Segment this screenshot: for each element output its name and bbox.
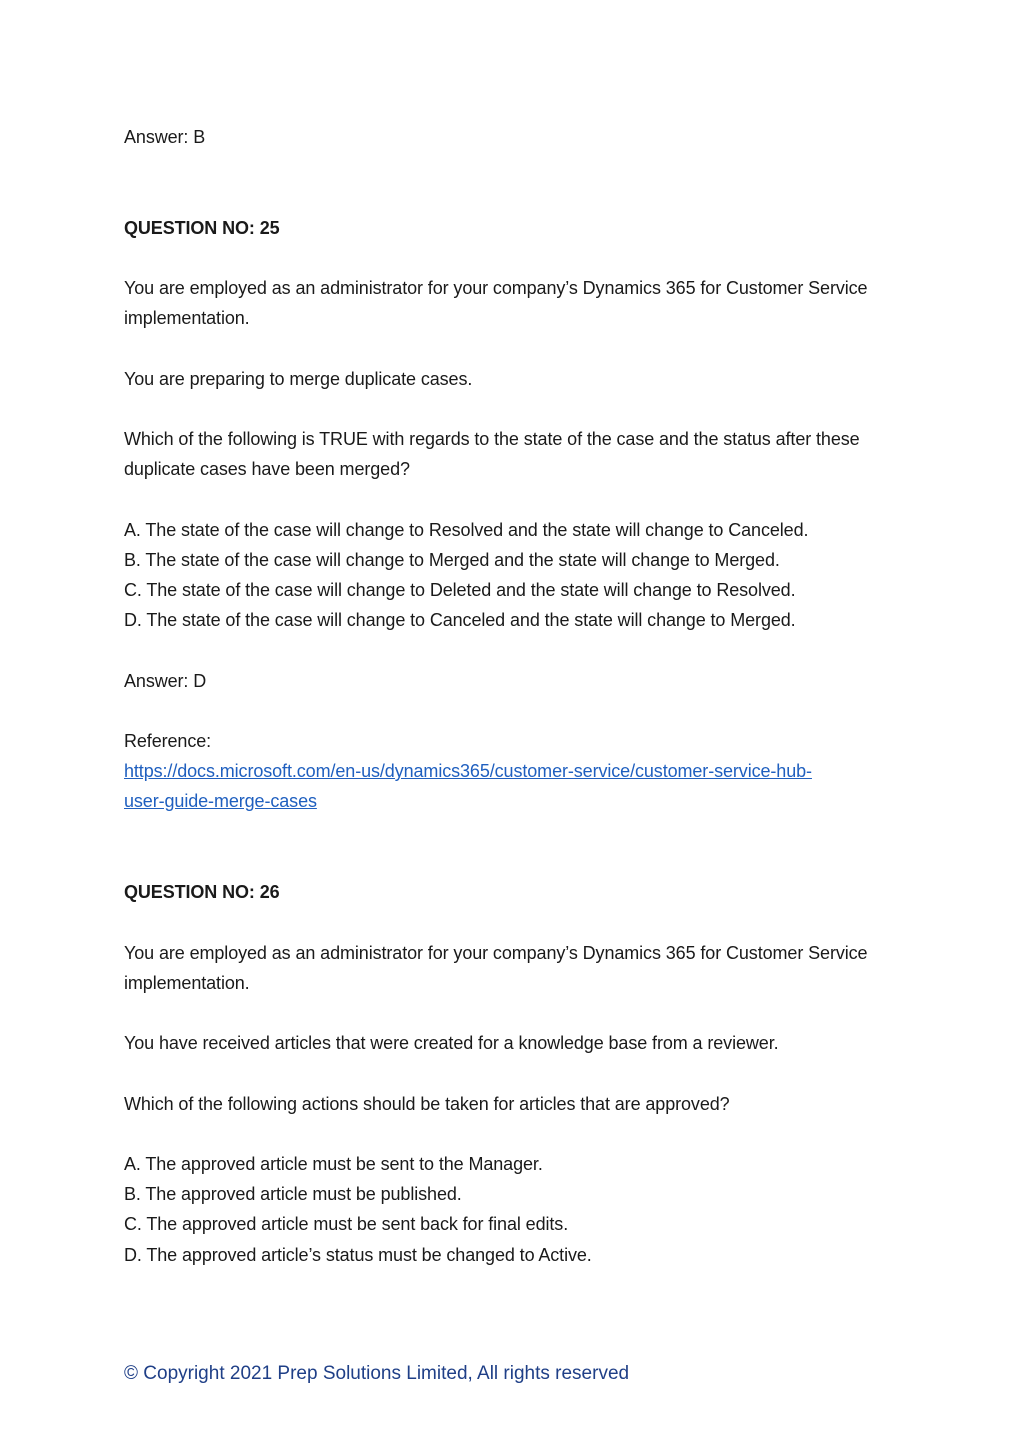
question-25-option-d: D. The state of the case will change to Canceled and the state will change to Merged. — [124, 610, 796, 630]
question-25-prompt-line-1: Which of the following is TRUE with regards to the state of the case and the status after these — [124, 429, 860, 449]
reference-link-line-1[interactable]: https://docs.microsoft.com/en-us/dynamics365/customer-service/customer-service-hub- — [124, 761, 812, 781]
question-25-intro-line-1: You are employed as an administrator for your company’s Dynamics 365 for Customer Service — [124, 278, 868, 298]
question-26-intro-line-2: implementation. — [124, 973, 250, 993]
copyright-footer: © Copyright 2021 Prep Solutions Limited, All rights reserved — [124, 1363, 630, 1384]
question-25-heading: QUESTION NO: 25 — [124, 218, 280, 238]
question-26-option-d: D. The approved article’s status must be changed to Active. — [124, 1245, 592, 1265]
question-25-option-a: A. The state of the case will change to Resolved and the state will change to Canceled. — [124, 520, 809, 540]
previous-answer: Answer: B — [124, 127, 206, 147]
reference-link-line-2[interactable]: user-guide-merge-cases — [124, 791, 317, 811]
question-25-option-c: C. The state of the case will change to Deleted and the state will change to Resolved. — [124, 580, 796, 600]
question-25-answer: Answer: D — [124, 671, 207, 691]
question-26-prompt: Which of the following actions should be taken for articles that are approved? — [124, 1094, 730, 1114]
question-26-option-c: C. The approved article must be sent back for final edits. — [124, 1214, 569, 1234]
question-25-intro-line-2: implementation. — [124, 308, 250, 328]
question-26-option-b: B. The approved article must be published. — [124, 1184, 462, 1204]
question-26-option-a: A. The approved article must be sent to the Manager. — [124, 1154, 543, 1174]
question-25-option-b: B. The state of the case will change to Merged and the state will change to Merged. — [124, 550, 780, 570]
question-25-reference-label: Reference: — [124, 731, 212, 751]
question-26-intro-line-1: You are employed as an administrator for your company’s Dynamics 365 for Customer Service — [124, 943, 868, 963]
question-26-context: You have received articles that were created for a knowledge base from a reviewer. — [124, 1033, 779, 1053]
question-25-prompt-line-2: duplicate cases have been merged? — [124, 459, 410, 479]
question-26-heading: QUESTION NO: 26 — [124, 882, 280, 902]
question-25-context: You are preparing to merge duplicate cases. — [124, 369, 473, 389]
